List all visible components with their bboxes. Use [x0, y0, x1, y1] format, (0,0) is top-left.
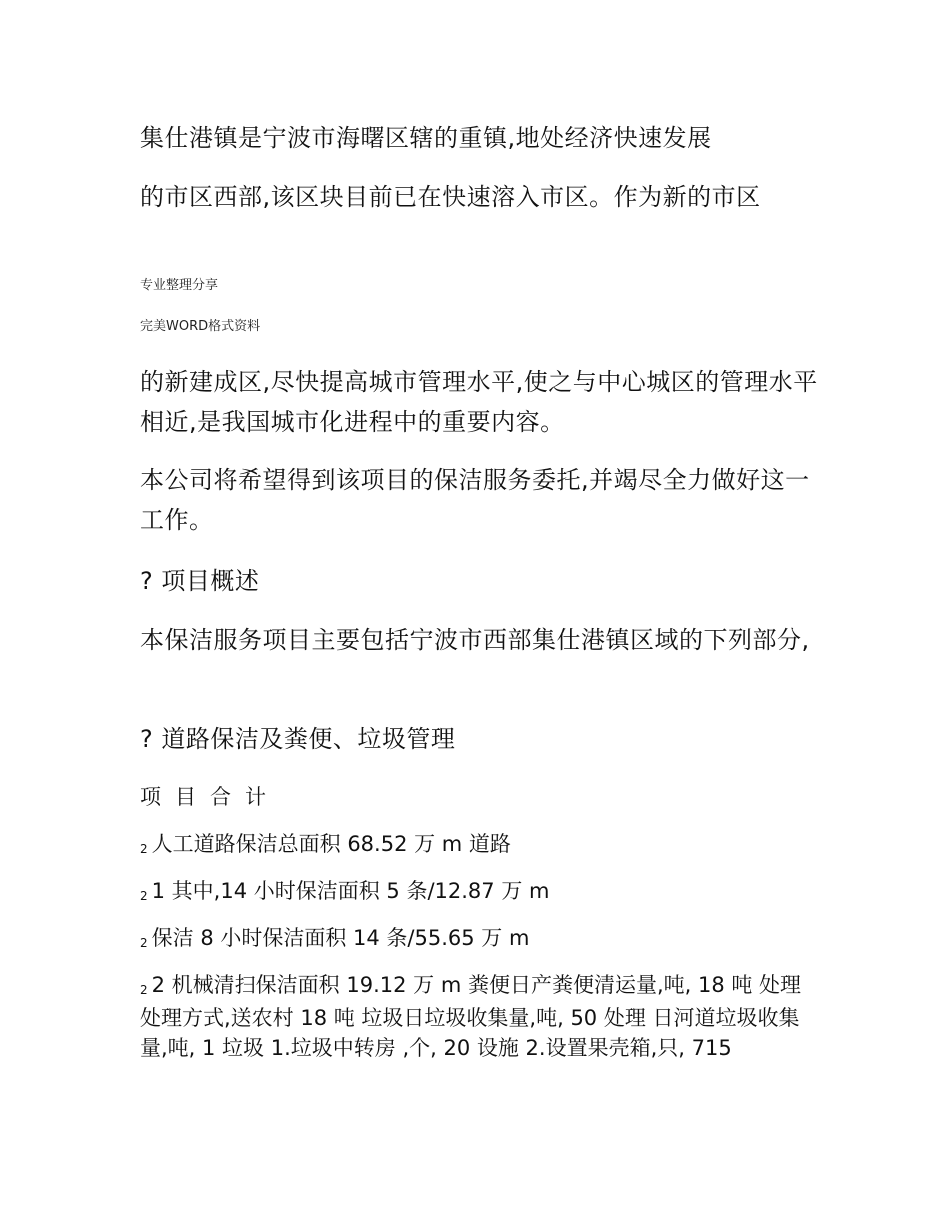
data-row-4 [140, 970, 820, 1063]
row-text: 1 其中,14 小时保洁面积 5 条/12.87 万 m [151, 879, 550, 903]
data-row-2 [140, 876, 820, 909]
row-marker: 2 [140, 936, 148, 950]
data-row-1 [140, 829, 820, 862]
table-header: 项目合计 [140, 785, 280, 809]
row-marker: 2 [140, 983, 148, 997]
paragraph-commitment: 本公司将希望得到该项目的保洁服务委托,并竭尽全力做好这一工作。 [140, 466, 810, 534]
paragraph-scope: 本保洁服务项目主要包括宁波市西部集仕港镇区域的下列部分, [140, 626, 810, 654]
row-text: 保洁 8 小时保洁面积 14 条/55.65 万 m [151, 926, 530, 950]
document-page [140, 0, 820, 1230]
intro-line-1: 集仕港镇是宁波市海曙区辖的重镇,地处经济快速发展 [140, 124, 712, 152]
row-text: 人工道路保洁总面积 68.52 万 m 道路 [151, 832, 511, 856]
data-row-3 [140, 923, 820, 956]
heading-road-cleaning: ? 道路保洁及粪便、垃圾管理 [140, 725, 456, 753]
paragraph-continue: 的新建成区,尽快提高城市管理水平,使之与中心城区的管理水平相近,是我国城市化进程中的重要内容。 [140, 368, 818, 436]
row-marker: 2 [140, 889, 148, 903]
footer-note-format: 完美WORD格式资料 [140, 319, 261, 334]
heading-project-overview: ? 项目概述 [140, 567, 260, 595]
row-marker: 2 [140, 842, 148, 856]
row-text: 2 机械清扫保洁面积 19.12 万 m 粪便日产粪便清运量,吨, 18 吨 处理 处理方式,送农村 18 吨 垃圾日垃圾收集量,吨, 50 处理 日河道垃圾收集量,吨, 1 垃圾 1.垃圾中转房 ,个, 20 设施 2.设置果壳箱,只, 715 [140, 973, 802, 1060]
intro-line-2: 的市区西部,该区块目前已在快速溶入市区。作为新的市区 [140, 183, 761, 211]
footer-note-share: 专业整理分享 [140, 278, 219, 293]
